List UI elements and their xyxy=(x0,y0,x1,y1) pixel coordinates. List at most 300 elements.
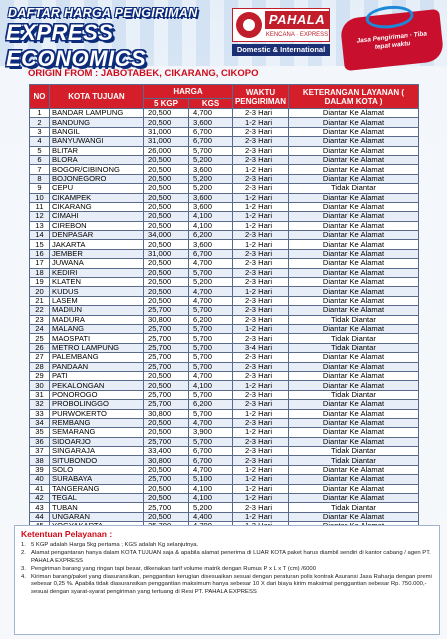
row-note: Diantar Ke Alamat xyxy=(289,400,419,409)
table-row xyxy=(30,400,419,409)
terms-item xyxy=(21,574,433,596)
row-city: SITUBONDO xyxy=(50,456,144,465)
row-city: MALANG xyxy=(50,324,144,333)
row-city: CIKAMPEK xyxy=(50,193,144,202)
row-note: Tidak Diantar xyxy=(289,343,419,352)
row-city: BLITAR xyxy=(50,146,144,155)
row-city: BOGOR/CIBINONG xyxy=(50,165,144,174)
row-price-5kg: 20,500 xyxy=(144,212,189,221)
row-price-5kg: 20,500 xyxy=(144,174,189,183)
row-time: 2-3 Hari xyxy=(233,353,289,362)
row-time: 1-2 Hari xyxy=(233,193,289,202)
table-row xyxy=(30,165,419,174)
row-time: 2-3 Hari xyxy=(233,146,289,155)
table-row xyxy=(30,484,419,493)
row-note: Diantar Ke Alamat xyxy=(289,146,419,155)
row-price-5kg: 20,500 xyxy=(144,165,189,174)
row-price-5kg: 20,500 xyxy=(144,381,189,390)
row-price-5kg: 20,500 xyxy=(144,278,189,287)
row-price-5kg: 33,400 xyxy=(144,447,189,456)
terms-item-text: Pengiriman barang yang ringan tapi besar, dikenakan tarif volume matrik dengan Rumus P x L x T (cm) /6000 xyxy=(31,565,316,572)
domestic-international-tag: Domestic & International xyxy=(232,44,330,56)
row-note: Diantar Ke Alamat xyxy=(289,202,419,211)
row-price-kgs: 4,700 xyxy=(189,418,233,427)
row-no: 44 xyxy=(30,512,50,521)
row-note: Diantar Ke Alamat xyxy=(289,231,419,240)
row-no: 3 xyxy=(30,127,50,136)
table-row xyxy=(30,512,419,521)
title-small: DAFTAR HARGA PENGIRIMAN xyxy=(8,6,198,20)
row-price-5kg: 20,500 xyxy=(144,371,189,380)
row-no: 19 xyxy=(30,278,50,287)
row-no: 27 xyxy=(30,353,50,362)
row-time: 2-3 Hari xyxy=(233,390,289,399)
row-price-5kg: 20,500 xyxy=(144,184,189,193)
row-time: 1-2 Hari xyxy=(233,240,289,249)
row-time: 2-3 Hari xyxy=(233,447,289,456)
row-price-5kg: 20,500 xyxy=(144,287,189,296)
row-city: PROBOLINGGO xyxy=(50,400,144,409)
row-time: 2-3 Hari xyxy=(233,231,289,240)
col-price-header: HARGA xyxy=(144,85,233,99)
row-city: BANGIL xyxy=(50,127,144,136)
row-city: METRO LAMPUNG xyxy=(50,343,144,352)
table-row xyxy=(30,268,419,277)
row-no: 21 xyxy=(30,296,50,305)
row-no: 31 xyxy=(30,390,50,399)
row-no: 29 xyxy=(30,371,50,380)
logo-brand-name: PAHALA xyxy=(265,11,329,29)
price-table xyxy=(29,84,419,532)
row-note: Diantar Ke Alamat xyxy=(289,437,419,446)
row-note: Diantar Ke Alamat xyxy=(289,268,419,277)
row-price-kgs: 4,100 xyxy=(189,212,233,221)
row-time: 1-2 Hari xyxy=(233,465,289,474)
row-no: 10 xyxy=(30,193,50,202)
row-city: PURWOKERTO xyxy=(50,409,144,418)
terms-item-number: 1. xyxy=(21,542,26,548)
row-no: 34 xyxy=(30,418,50,427)
row-no: 42 xyxy=(30,494,50,503)
table-row xyxy=(30,324,419,333)
row-note: Diantar Ke Alamat xyxy=(289,155,419,164)
row-note: Tidak Diantar xyxy=(289,447,419,456)
row-note: Diantar Ke Alamat xyxy=(289,353,419,362)
col-city-header: KOTA TUJUAN xyxy=(50,85,144,109)
table-row xyxy=(30,343,419,352)
row-time: 1-2 Hari xyxy=(233,494,289,503)
row-price-kgs: 5,700 xyxy=(189,343,233,352)
row-no: 12 xyxy=(30,212,50,221)
row-note: Diantar Ke Alamat xyxy=(289,137,419,146)
row-no: 39 xyxy=(30,465,50,474)
row-price-5kg: 20,500 xyxy=(144,202,189,211)
row-no: 23 xyxy=(30,315,50,324)
row-time: 2-3 Hari xyxy=(233,127,289,136)
table-row xyxy=(30,212,419,221)
row-note: Diantar Ke Alamat xyxy=(289,174,419,183)
row-no: 32 xyxy=(30,400,50,409)
row-price-kgs: 3,600 xyxy=(189,118,233,127)
row-note: Diantar Ke Alamat xyxy=(289,428,419,437)
row-price-5kg: 20,500 xyxy=(144,193,189,202)
row-price-5kg: 25,700 xyxy=(144,334,189,343)
row-price-kgs: 4,700 xyxy=(189,287,233,296)
row-price-5kg: 25,700 xyxy=(144,400,189,409)
row-price-kgs: 5,700 xyxy=(189,324,233,333)
row-no: 5 xyxy=(30,146,50,155)
terms-box xyxy=(14,525,440,635)
row-no: 15 xyxy=(30,240,50,249)
row-time: 1-2 Hari xyxy=(233,212,289,221)
row-city: MADIUN xyxy=(50,306,144,315)
row-price-kgs: 5,200 xyxy=(189,155,233,164)
row-no: 36 xyxy=(30,437,50,446)
row-city: KLATEN xyxy=(50,278,144,287)
row-price-kgs: 3,600 xyxy=(189,240,233,249)
row-time: 1-2 Hari xyxy=(233,202,289,211)
row-price-5kg: 20,500 xyxy=(144,512,189,521)
row-price-kgs: 5,700 xyxy=(189,437,233,446)
badge-text: Jasa Pengiriman · Tiba tepat waktu xyxy=(356,30,428,51)
row-price-kgs: 6,700 xyxy=(189,249,233,258)
row-time: 2-3 Hari xyxy=(233,278,289,287)
row-no: 8 xyxy=(30,174,50,183)
row-time: 2-3 Hari xyxy=(233,400,289,409)
row-price-5kg: 20,500 xyxy=(144,155,189,164)
row-time: 1-2 Hari xyxy=(233,409,289,418)
table-row xyxy=(30,334,419,343)
row-price-kgs: 6,700 xyxy=(189,137,233,146)
row-note: Tidak Diantar xyxy=(289,184,419,193)
table-row xyxy=(30,362,419,371)
row-price-5kg: 30,800 xyxy=(144,409,189,418)
row-price-kgs: 3,600 xyxy=(189,165,233,174)
row-no: 20 xyxy=(30,287,50,296)
row-city: DENPASAR xyxy=(50,231,144,240)
row-note: Diantar Ke Alamat xyxy=(289,109,419,118)
row-price-5kg: 25,700 xyxy=(144,475,189,484)
row-price-5kg: 20,500 xyxy=(144,268,189,277)
row-price-kgs: 5,700 xyxy=(189,390,233,399)
row-time: 2-3 Hari xyxy=(233,306,289,315)
row-note: Diantar Ke Alamat xyxy=(289,259,419,268)
table-row xyxy=(30,428,419,437)
col-no-header: NO xyxy=(30,85,50,109)
row-price-5kg: 20,500 xyxy=(144,296,189,305)
row-no: 2 xyxy=(30,118,50,127)
row-price-5kg: 20,500 xyxy=(144,109,189,118)
table-row xyxy=(30,409,419,418)
header xyxy=(0,0,447,71)
terms-item-text: Kiriman barang/paket yang diasuransikan, penggantian kerugian disesuaikan sesuai dengan peraturan polis kontrak Asuransi Jasa Raharja dengan premi sebesar 0,25 %. Apabila tidak diasuransikan penggantian maksimum hanya sebesar 10 X dari biaya kirim maksimal penggantian sebesar Rp. 750.000,- sesuai dengan syarat-syarat pengiriman yang tertuang di Resi PT. PAHALA EXPRESS xyxy=(31,574,432,595)
row-city: BANDAR LAMPUNG xyxy=(50,109,144,118)
origin-line: ORIGIN FROM : JABOTABEK, CIKARANG, CIKOPO xyxy=(28,68,259,79)
terms-list xyxy=(21,542,433,597)
row-price-kgs: 6,700 xyxy=(189,456,233,465)
row-price-5kg: 31,000 xyxy=(144,127,189,136)
table-row xyxy=(30,118,419,127)
col-note-header: KETERANGAN LAYANAN ( DALAM KOTA ) xyxy=(289,85,419,109)
row-price-kgs: 4,700 xyxy=(189,109,233,118)
row-note: Diantar Ke Alamat xyxy=(289,278,419,287)
row-time: 2-3 Hari xyxy=(233,109,289,118)
row-time: 2-3 Hari xyxy=(233,503,289,512)
terms-item-number: 2. xyxy=(21,550,26,557)
row-note: Diantar Ke Alamat xyxy=(289,165,419,174)
promo-badge xyxy=(340,9,445,71)
row-time: 2-3 Hari xyxy=(233,371,289,380)
row-price-kgs: 4,400 xyxy=(189,512,233,521)
row-time: 2-3 Hari xyxy=(233,456,289,465)
row-city: TEGAL xyxy=(50,494,144,503)
row-city: KUDUS xyxy=(50,287,144,296)
title-big: EXPRESS ECONOMICS xyxy=(6,20,147,71)
table-row xyxy=(30,287,419,296)
table-row xyxy=(30,306,419,315)
row-no: 37 xyxy=(30,447,50,456)
row-time: 2-3 Hari xyxy=(233,249,289,258)
row-note: Diantar Ke Alamat xyxy=(289,118,419,127)
row-time: 2-3 Hari xyxy=(233,315,289,324)
row-price-kgs: 5,200 xyxy=(189,184,233,193)
table-row xyxy=(30,437,419,446)
row-city: BANYUWANGI xyxy=(50,137,144,146)
row-price-kgs: 6,200 xyxy=(189,315,233,324)
row-price-kgs: 3,900 xyxy=(189,428,233,437)
row-city: BOJONEGORO xyxy=(50,174,144,183)
row-city: UNGARAN xyxy=(50,512,144,521)
row-price-kgs: 4,100 xyxy=(189,221,233,230)
logo-brand-sub: KENCANA · EXPRESS xyxy=(265,32,329,38)
table-row xyxy=(30,353,419,362)
row-price-kgs: 5,700 xyxy=(189,306,233,315)
row-price-5kg: 31,000 xyxy=(144,137,189,146)
row-price-kgs: 5,700 xyxy=(189,409,233,418)
row-note: Diantar Ke Alamat xyxy=(289,127,419,136)
row-city: PONOROGO xyxy=(50,390,144,399)
row-no: 38 xyxy=(30,456,50,465)
row-price-kgs: 6,700 xyxy=(189,447,233,456)
row-price-5kg: 20,500 xyxy=(144,259,189,268)
row-city: SOLO xyxy=(50,465,144,474)
row-time: 2-3 Hari xyxy=(233,137,289,146)
row-note: Tidak Diantar xyxy=(289,456,419,465)
row-no: 25 xyxy=(30,334,50,343)
row-price-kgs: 5,200 xyxy=(189,174,233,183)
row-price-5kg: 25,700 xyxy=(144,306,189,315)
row-note: Diantar Ke Alamat xyxy=(289,418,419,427)
row-price-5kg: 25,700 xyxy=(144,324,189,333)
row-price-kgs: 3,600 xyxy=(189,193,233,202)
row-price-kgs: 4,700 xyxy=(189,296,233,305)
row-price-5kg: 20,500 xyxy=(144,494,189,503)
row-price-5kg: 25,700 xyxy=(144,353,189,362)
table-row xyxy=(30,465,419,474)
row-city: JEMBER xyxy=(50,249,144,258)
table-row xyxy=(30,456,419,465)
row-time: 2-3 Hari xyxy=(233,259,289,268)
row-no: 13 xyxy=(30,221,50,230)
table-row xyxy=(30,193,419,202)
row-price-kgs: 5,200 xyxy=(189,278,233,287)
row-no: 11 xyxy=(30,202,50,211)
table-row xyxy=(30,315,419,324)
table-row xyxy=(30,249,419,258)
row-price-kgs: 4,700 xyxy=(189,259,233,268)
row-city: REMBANG xyxy=(50,418,144,427)
row-city: CEPU xyxy=(50,184,144,193)
terms-item xyxy=(21,550,433,565)
table-row xyxy=(30,155,419,164)
row-price-kgs: 5,700 xyxy=(189,268,233,277)
row-time: 1-2 Hari xyxy=(233,165,289,174)
table-row xyxy=(30,494,419,503)
table-row xyxy=(30,127,419,136)
row-note: Tidak Diantar xyxy=(289,503,419,512)
row-no: 40 xyxy=(30,475,50,484)
row-no: 35 xyxy=(30,428,50,437)
terms-item-number: 4. xyxy=(21,574,26,581)
row-no: 17 xyxy=(30,259,50,268)
row-no: 43 xyxy=(30,503,50,512)
table-row xyxy=(30,137,419,146)
row-price-5kg: 25,700 xyxy=(144,343,189,352)
row-time: 2-3 Hari xyxy=(233,268,289,277)
row-price-5kg: 31,000 xyxy=(144,249,189,258)
row-note: Diantar Ke Alamat xyxy=(289,465,419,474)
row-time: 3-4 Hari xyxy=(233,343,289,352)
row-no: 33 xyxy=(30,409,50,418)
row-note: Diantar Ke Alamat xyxy=(289,409,419,418)
row-price-kgs: 6,700 xyxy=(189,127,233,136)
row-price-5kg: 30,800 xyxy=(144,315,189,324)
row-price-kgs: 4,700 xyxy=(189,465,233,474)
row-city: PANDAAN xyxy=(50,362,144,371)
row-no: 28 xyxy=(30,362,50,371)
terms-item-number: 3. xyxy=(21,565,26,572)
row-time: 1-2 Hari xyxy=(233,381,289,390)
table-row xyxy=(30,390,419,399)
row-no: 4 xyxy=(30,137,50,146)
row-price-5kg: 26,000 xyxy=(144,146,189,155)
table-row xyxy=(30,259,419,268)
row-no: 30 xyxy=(30,381,50,390)
row-no: 7 xyxy=(30,165,50,174)
row-note: Diantar Ke Alamat xyxy=(289,306,419,315)
row-time: 1-2 Hari xyxy=(233,324,289,333)
row-note: Diantar Ke Alamat xyxy=(289,381,419,390)
row-city: TANGERANG xyxy=(50,484,144,493)
row-note: Diantar Ke Alamat xyxy=(289,484,419,493)
row-no: 26 xyxy=(30,343,50,352)
row-time: 1-2 Hari xyxy=(233,287,289,296)
row-city: SINGARAJA xyxy=(50,447,144,456)
row-city: TUBAN xyxy=(50,503,144,512)
table-row xyxy=(30,184,419,193)
col-kgs-header: KGS xyxy=(189,99,233,109)
col-time-header: WAKTU PENGIRIMAN xyxy=(233,85,289,109)
table-row xyxy=(30,231,419,240)
row-time: 1-2 Hari xyxy=(233,118,289,127)
row-price-5kg: 20,500 xyxy=(144,428,189,437)
row-price-5kg: 25,700 xyxy=(144,362,189,371)
row-note: Diantar Ke Alamat xyxy=(289,249,419,258)
table-row xyxy=(30,296,419,305)
row-note: Diantar Ke Alamat xyxy=(289,512,419,521)
row-city: PEKALONGAN xyxy=(50,381,144,390)
row-time: 2-3 Hari xyxy=(233,296,289,305)
row-time: 2-3 Hari xyxy=(233,362,289,371)
row-time: 1-2 Hari xyxy=(233,484,289,493)
row-city: KEDIRI xyxy=(50,268,144,277)
row-no: 24 xyxy=(30,324,50,333)
row-city: MADURA xyxy=(50,315,144,324)
row-price-5kg: 25,700 xyxy=(144,503,189,512)
row-price-5kg: 20,500 xyxy=(144,118,189,127)
row-note: Tidak Diantar xyxy=(289,334,419,343)
row-note: Diantar Ke Alamat xyxy=(289,193,419,202)
row-city: JUWANA xyxy=(50,259,144,268)
row-price-5kg: 20,500 xyxy=(144,465,189,474)
row-city: SEMARANG xyxy=(50,428,144,437)
row-time: 2-3 Hari xyxy=(233,334,289,343)
row-note: Diantar Ke Alamat xyxy=(289,296,419,305)
row-city: PATI xyxy=(50,371,144,380)
row-note: Tidak Diantar xyxy=(289,390,419,399)
row-time: 1-2 Hari xyxy=(233,221,289,230)
table-row xyxy=(30,202,419,211)
table-row xyxy=(30,278,419,287)
row-time: 1-2 Hari xyxy=(233,512,289,521)
row-time: 2-3 Hari xyxy=(233,184,289,193)
row-city: PALEMBANG xyxy=(50,353,144,362)
row-note: Diantar Ke Alamat xyxy=(289,494,419,503)
row-note: Diantar Ke Alamat xyxy=(289,212,419,221)
terms-item xyxy=(21,566,433,573)
row-price-5kg: 25,700 xyxy=(144,390,189,399)
row-no: 14 xyxy=(30,231,50,240)
row-price-kgs: 5,700 xyxy=(189,146,233,155)
row-price-kgs: 5,100 xyxy=(189,475,233,484)
row-city: BLORA xyxy=(50,155,144,164)
row-note: Diantar Ke Alamat xyxy=(289,221,419,230)
table-row xyxy=(30,418,419,427)
row-note: Tidak Diantar xyxy=(289,315,419,324)
table-row xyxy=(30,371,419,380)
row-price-kgs: 4,100 xyxy=(189,381,233,390)
table-row xyxy=(30,475,419,484)
row-note: Diantar Ke Alamat xyxy=(289,287,419,296)
row-price-5kg: 34,000 xyxy=(144,231,189,240)
price-table-body xyxy=(30,109,419,532)
table-row xyxy=(30,447,419,456)
row-price-kgs: 4,700 xyxy=(189,371,233,380)
row-city: CIREBON xyxy=(50,221,144,230)
row-price-kgs: 5,200 xyxy=(189,503,233,512)
row-note: Diantar Ke Alamat xyxy=(289,324,419,333)
table-row xyxy=(30,381,419,390)
table-row xyxy=(30,240,419,249)
row-note: Diantar Ke Alamat xyxy=(289,371,419,380)
row-price-kgs: 3,600 xyxy=(189,202,233,211)
table-row xyxy=(30,146,419,155)
row-city: SIDOARJO xyxy=(50,437,144,446)
row-city: MAOSPATI xyxy=(50,334,144,343)
col-5kg-header: 5 KGP xyxy=(144,99,189,109)
row-price-5kg: 30,800 xyxy=(144,456,189,465)
row-time: 2-3 Hari xyxy=(233,418,289,427)
